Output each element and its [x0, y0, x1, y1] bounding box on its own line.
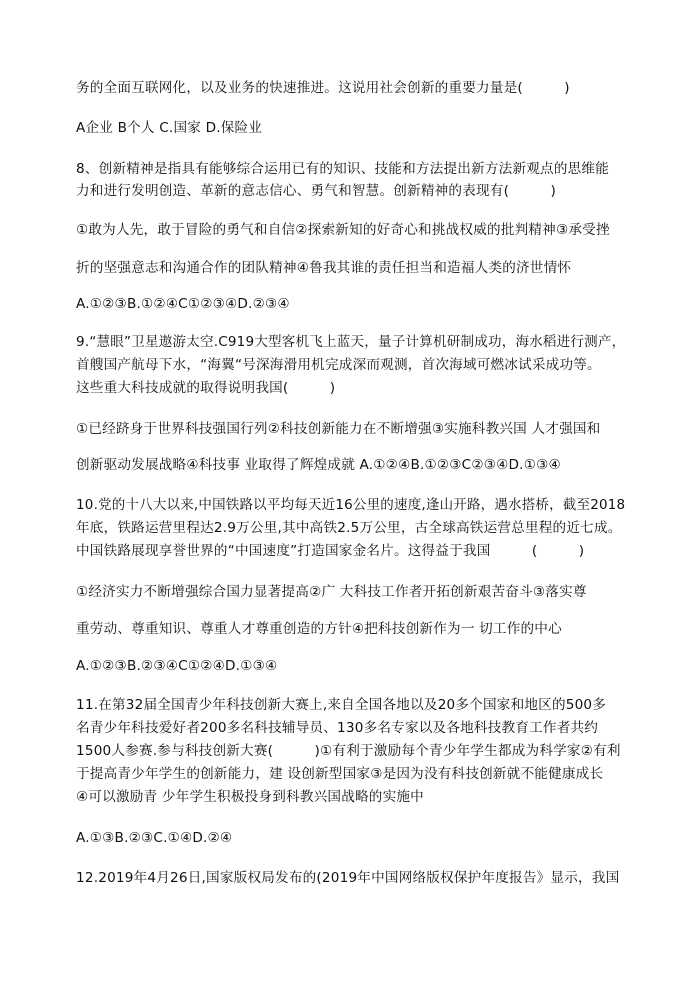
answer-options: A企业 B个人 C.国家 D.保险业: [76, 120, 263, 136]
question-11-text: 11.在第32届全国青少年科技创新大赛上,来自全国各地以及20多个国家和地区的500多: [76, 697, 607, 713]
text-line: 年底，铁路运营里程达2.9万公里,其中高铁2.5万公里，古全球高铁运营总里程的近七成。: [76, 520, 622, 536]
answer-options: A.①②③B.②③④C①②④D.①③④: [76, 658, 278, 674]
answer-options: A.①②③B.①②④C①②③④D.②③④: [76, 296, 290, 312]
text-line: ①经济实力不断增强综合国力显著提高②广 大科技工作者开拓创新艰苦奋斗③落实尊: [76, 584, 587, 600]
answer-options: A.①③B.②③C.①④D.②④: [76, 830, 233, 846]
text-line: 创新驱动发展战略④科技事 业取得了辉煌成就 A.①②④B.①②③C②③④D.①③④: [76, 457, 561, 473]
text-line: 务的全面互联网化，以及业务的快速推进。这说用社会创新的重要力量是( ): [76, 80, 570, 96]
text-line: ①敢为人先，敢于冒险的勇气和自信②探索新知的好奇心和挑战权威的批判精神③承受挫: [76, 222, 610, 238]
question-9-text: 9.“慧眼”卫星遨游太空.C919大型客机飞上蓝天，量子计算机研制成功，海水稻进行测产，: [76, 334, 626, 350]
text-line: 重劳动、尊重知识、尊重人才尊重创造的方针④把科技创新作为一 切工作的中心: [76, 621, 562, 637]
text-line: ①已经跻身于世界科技强国行列②科技创新能力在不断增强③实施科教兴国 人才强国和: [76, 421, 601, 437]
text-line: 首艘国产航母下水，“海翼“号深海滑用机完成深而观测，首次海域可燃冰试采成功等。: [76, 357, 601, 373]
text-line: 中国铁路展现享誉世界的“中国速度”打造国家金名片。这得益于我国 ( ): [76, 543, 585, 559]
question-8-text: 8、创新精神是指具有能够综合运用已有的知识、技能和方法提出新方法新观点的思维能: [76, 161, 610, 177]
question-12-text: 12.2019年4月26日,国家版权局发布的(2019年中国网络版权保护年度报告》显示，我国: [76, 870, 620, 886]
text-line: 于提高青少年学生的创新能力，建 设创新型国家③是因为没有科技创新就不能健康成长: [76, 766, 604, 782]
text-line: 折的坚强意志和沟通合作的团队精神④鲁我其谁的责任担当和造福人类的济世情怀: [76, 260, 572, 276]
text-line: ④可以激励青 少年学生积极投身到科教兴国战略的实施中: [76, 789, 424, 805]
text-line: 这些重大科技成就的取得说明我国( ): [76, 380, 336, 396]
text-line: 力和进行发明创造、革新的意志信心、勇气和智慧。创新精神的表现有( ): [76, 183, 556, 199]
text-line: 1500人参赛.参与科技创新大赛( )①有利于激励每个青少年学生都成为科学家②有利: [76, 743, 621, 759]
question-10-text: 10.党的十八大以来,中国铁路以平均每天近16公里的速度,逢山开路，遇水搭桥，截至2018: [76, 497, 626, 513]
text-line: 名青少年科技爱好者200多名科技辅导员、130多名专家以及各地科技教育工作者共约: [76, 720, 599, 736]
